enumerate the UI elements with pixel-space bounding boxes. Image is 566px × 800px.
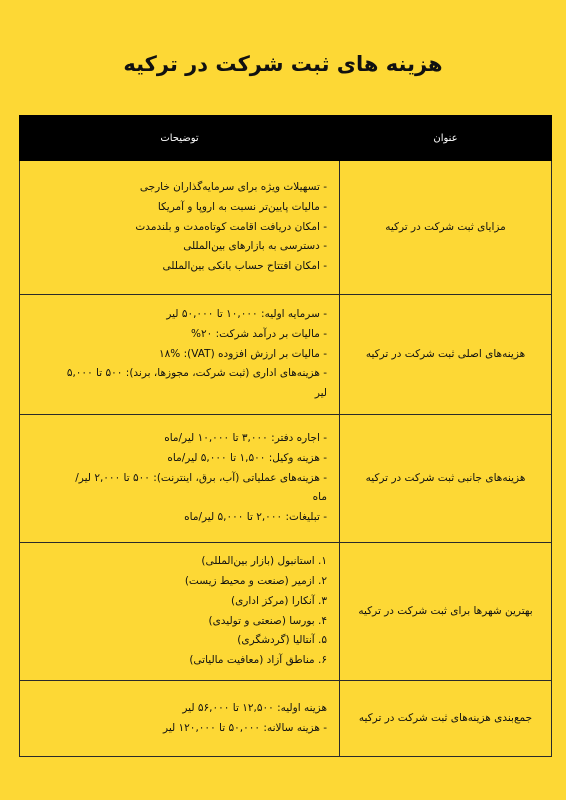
detail-line: - مالیات پایین‌تر نسبت به اروپا و آمریکا: [157, 200, 327, 213]
row-heading: جمع‌بندی هزینه‌های ثبت شرکت در ترکیه: [340, 681, 552, 757]
detail-line: - مالیات بر ارزش افزوده (VAT): ۱۸%: [159, 347, 327, 360]
detail-line: - اجاره دفتر: ۳,۰۰۰ تا ۱۰,۰۰۰ لیر/ماه: [164, 431, 327, 444]
row-details: [20, 161, 340, 295]
detail-line: - تسهیلات ویژه برای سرمایه‌گذاران خارجی: [139, 180, 327, 193]
row-details: [20, 415, 340, 543]
detail-line: ماه: [312, 491, 327, 504]
detail-line: - هزینه‌های اداری (ثبت شرکت، مجوزها، برند): ۵۰۰ تا ۵,۰۰۰: [66, 367, 327, 380]
row-heading: هزینه‌های جانبی ثبت شرکت در ترکیه: [340, 415, 552, 543]
row-details: [20, 295, 340, 415]
table-row: [20, 415, 552, 543]
heading-column-header: عنوان: [340, 116, 552, 161]
row-heading: مزایای ثبت شرکت در ترکیه: [340, 161, 552, 295]
table-row: [20, 543, 552, 681]
detail-line: - هزینه وکیل: ۱,۵۰۰ تا ۵,۰۰۰ لیر/ماه: [167, 451, 327, 464]
cost-table: [19, 115, 552, 757]
page-title: هزینه های ثبت شرکت در ترکیه: [123, 52, 443, 76]
detail-line: - سرمایه اولیه: ۱۰,۰۰۰ تا ۵۰,۰۰۰ لیر: [166, 307, 327, 320]
detail-line: - تبلیغات: ۲,۰۰۰ تا ۵,۰۰۰ لیر/ماه: [184, 511, 327, 524]
detail-line: ۵. آنتالیا (گردشگری): [237, 634, 327, 647]
detail-line: - هزینه سالانه: ۵۰,۰۰۰ تا ۱۲۰,۰۰۰ لیر: [163, 721, 327, 734]
table-row: [20, 161, 552, 295]
detail-line: - مالیات بر درآمد شرکت: ۲۰%: [191, 327, 327, 340]
row-heading: بهترین شهرها برای ثبت شرکت در ترکیه: [340, 543, 552, 681]
detail-line: - هزینه‌های عملیاتی (آب، برق، اینترنت): ۵۰۰ تا ۲,۰۰۰ لیر/: [75, 471, 327, 484]
table-row: [20, 295, 552, 415]
detail-line: ۳. آنکارا (مرکز اداری): [230, 594, 327, 607]
row-heading: هزینه‌های اصلی ثبت شرکت در ترکیه: [340, 295, 552, 415]
details-column-header: توضیحات: [20, 116, 340, 161]
detail-line: ۶. مناطق آزاد (معافیت مالیاتی): [189, 654, 327, 667]
row-details: [20, 681, 340, 757]
row-details: [20, 543, 340, 681]
detail-line: - امکان افتتاح حساب بانکی بین‌المللی: [162, 260, 327, 273]
table-row: [20, 681, 552, 757]
detail-line: ۲. ازمیر (صنعت و محیط زیست): [184, 574, 327, 587]
detail-line: هزینه اولیه: ۱۲,۵۰۰ تا ۵۶,۰۰۰ لیر: [182, 701, 327, 714]
table-header-row: [20, 116, 552, 161]
detail-line: - دسترسی به بازارهای بین‌المللی: [183, 240, 327, 253]
detail-line: لیر: [314, 387, 327, 400]
detail-line: - امکان دریافت اقامت کوتاه‌مدت و بلندمدت: [135, 220, 327, 233]
detail-line: ۴. بورسا (صنعتی و تولیدی): [208, 614, 327, 627]
detail-line: ۱. استانبول (بازار بین‌المللی): [201, 554, 327, 567]
